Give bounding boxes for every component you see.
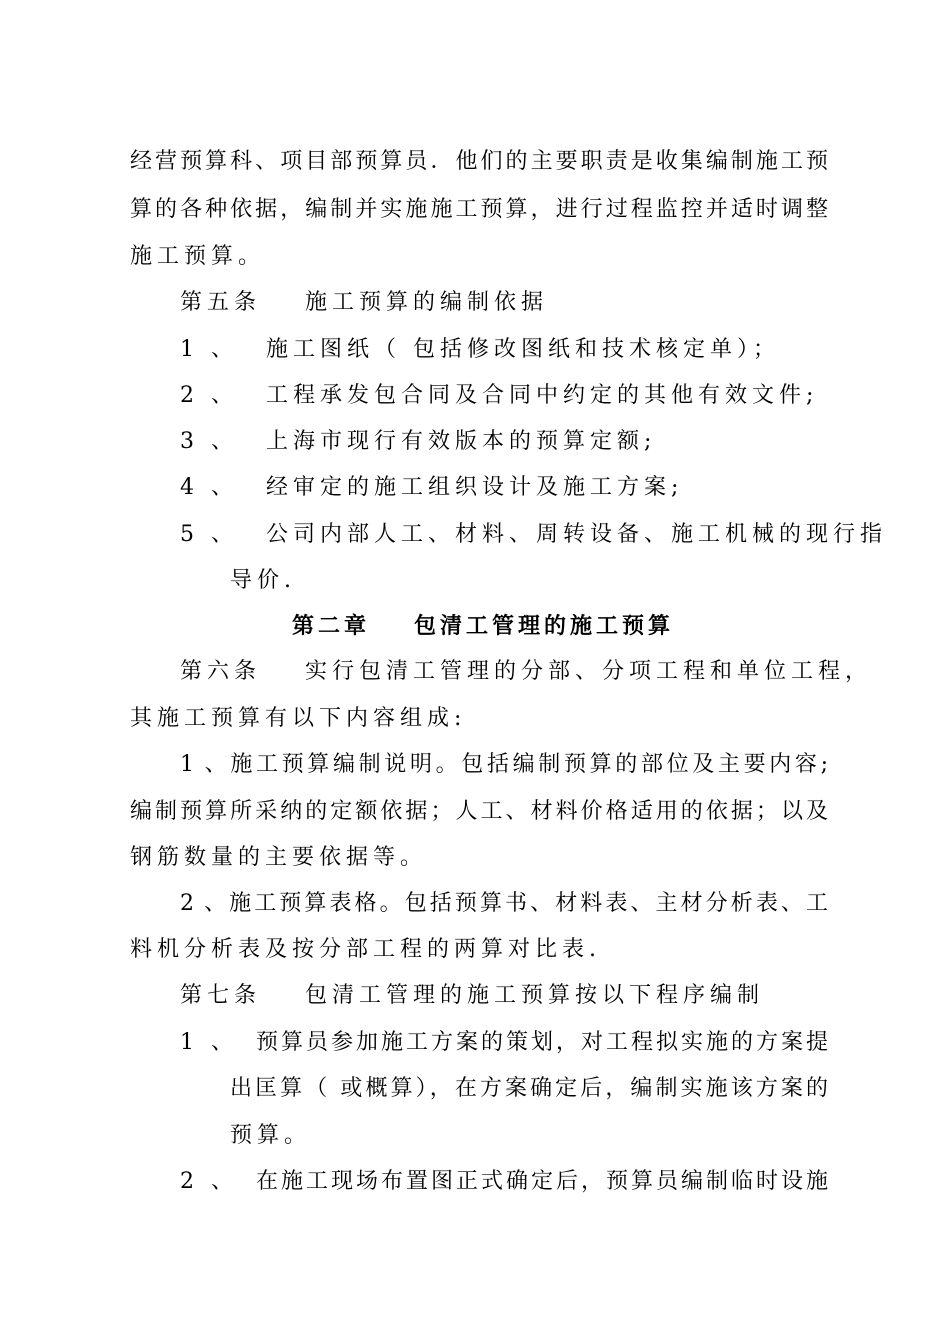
- list-text: 公司内部人工、材料、周转设备、施工机械的现行指: [266, 522, 888, 547]
- paragraph-line: 钢筋数量的主要依据等。: [130, 845, 428, 870]
- paragraph-line: 算的各种依据，编制并实施施工预算，进行过程监控并适时调整: [130, 197, 828, 222]
- list-number: 3 、: [180, 429, 238, 454]
- article-label: 第五条: [180, 290, 262, 315]
- list-text: 施工图纸（ 包括修改图纸和技术核定单）；: [266, 337, 780, 362]
- list-item: [180, 381, 818, 411]
- article-title: 包清工管理的施工预算按以下程序编制: [305, 983, 765, 1008]
- paragraph-line: 经营预算科、项目部预算员．他们的主要职责是收集编制施工预: [130, 149, 828, 174]
- list-item: [180, 520, 887, 550]
- list-item: [180, 473, 683, 503]
- list-item: [180, 335, 780, 365]
- chapter-title: 包清工管理的施工预算: [414, 613, 675, 639]
- paragraph-line: 其施工预算有以下内容组成:: [130, 706, 467, 731]
- article-heading: [180, 981, 764, 1011]
- paragraph-line: 1 、施工预算编制说明。包括编制预算的部位及主要内容;: [180, 752, 828, 777]
- list-item: [180, 427, 656, 457]
- list-number: 2 、: [180, 1169, 238, 1194]
- paragraph-line: 料机分析表及按分部工程的两算对比表.: [130, 937, 601, 962]
- article-title: 施工预算的编制依据: [305, 290, 549, 315]
- article-label: 第六条: [180, 659, 262, 684]
- paragraph-line: 编制预算所采纳的定额依据；人工、材料价格适用的依据；以及: [130, 799, 828, 824]
- article-text: 实行包清工管理的分部、分项工程和单位工程，: [305, 659, 873, 684]
- chapter-label: 第二章: [292, 613, 371, 639]
- paragraph-line: 2 、施工预算表格。包括预算书、材料表、主材分析表、工: [180, 891, 828, 916]
- list-number: 5 、: [180, 522, 238, 547]
- article-heading: [180, 288, 548, 318]
- list-text: 在施工现场布置图正式确定后，预算员编制临时设施: [256, 1169, 828, 1194]
- list-text: 经审定的施工组织设计及施工方案;: [266, 475, 684, 500]
- list-item-continuation: 预算。: [230, 1123, 312, 1148]
- list-number: 2 、: [180, 383, 238, 408]
- chapter-heading: [292, 611, 674, 641]
- list-item-continuation: 导价.: [230, 568, 296, 593]
- list-number: 1 、: [180, 337, 238, 362]
- list-number: 1 、: [180, 1030, 238, 1055]
- list-text: 上海市现行有效版本的预算定额;: [266, 429, 657, 454]
- list-item-continuation: 出匡算（ 或概算），在方案确定后，编制实施该方案的: [230, 1076, 828, 1101]
- list-text: 预算员参加施工方案的策划，对工程拟实施的方案提: [256, 1030, 828, 1055]
- article-label: 第七条: [180, 983, 262, 1008]
- article-heading: [180, 657, 872, 687]
- list-number: 4 、: [180, 475, 238, 500]
- list-text: 工程承发包合同及合同中约定的其他有效文件;: [266, 383, 819, 408]
- paragraph-line: 施工预算。: [130, 244, 266, 269]
